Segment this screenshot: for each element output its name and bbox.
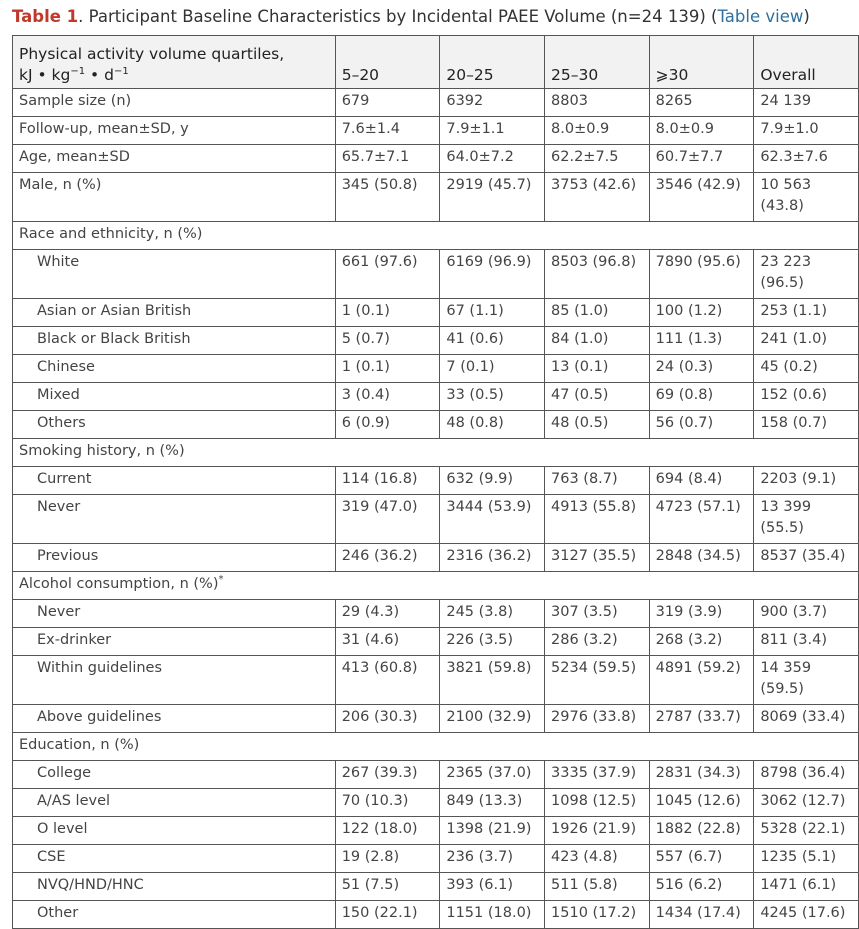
cell-quartile-4: 2787 (33.7) [649, 705, 754, 733]
cell-quartile-4: 111 (1.3) [649, 327, 754, 355]
table-row [13, 495, 859, 544]
cell-quartile-3: 2976 (33.8) [545, 705, 650, 733]
cell-quartile-4: 2831 (34.3) [649, 761, 754, 789]
header-col-4: ⩾30 [649, 36, 754, 89]
row-label: Within guidelines [13, 656, 336, 705]
cell-quartile-2: 1151 (18.0) [440, 901, 545, 929]
table-row [13, 656, 859, 705]
caption-close: ) [803, 7, 810, 26]
cell-quartile-4: 24 (0.3) [649, 355, 754, 383]
cell-quartile-2: 245 (3.8) [440, 600, 545, 628]
cell-quartile-4: 60.7±7.7 [649, 145, 754, 173]
table-row [13, 901, 859, 929]
row-label: CSE [13, 845, 336, 873]
table-row [13, 817, 859, 845]
table-row [13, 145, 859, 173]
cell-quartile-3: 85 (1.0) [545, 299, 650, 327]
row-label: White [13, 250, 336, 299]
row-label: Age, mean±SD [13, 145, 336, 173]
cell-overall: 23 223 (96.5) [754, 250, 859, 299]
cell-quartile-4: 1434 (17.4) [649, 901, 754, 929]
cell-overall: 1235 (5.1) [754, 845, 859, 873]
cell-overall: 13 399 (55.5) [754, 495, 859, 544]
row-label: Black or Black British [13, 327, 336, 355]
cell-quartile-2: 2100 (32.9) [440, 705, 545, 733]
table-row [13, 89, 859, 117]
cell-overall: 14 359 (59.5) [754, 656, 859, 705]
header-quartiles-unit: kJ • $kg^{-1}$ • $d^{-1}$ [19, 65, 129, 84]
cell-quartile-1: 319 (47.0) [335, 495, 440, 544]
row-label: Never [13, 495, 336, 544]
cell-quartile-2: 48 (0.8) [440, 411, 545, 439]
cell-quartile-2: 3444 (53.9) [440, 495, 545, 544]
cell-quartile-3: 1926 (21.9) [545, 817, 650, 845]
cell-quartile-2: 2316 (36.2) [440, 544, 545, 572]
cell-quartile-4: 56 (0.7) [649, 411, 754, 439]
header-quartiles-line1: Physical activity volume quartiles, [19, 45, 285, 63]
table-row [13, 355, 859, 383]
cell-quartile-4: 319 (3.9) [649, 600, 754, 628]
cell-quartile-1: 65.7±7.1 [335, 145, 440, 173]
cell-quartile-2: 33 (0.5) [440, 383, 545, 411]
cell-quartile-4: 8265 [649, 89, 754, 117]
cell-quartile-2: 226 (3.5) [440, 628, 545, 656]
cell-quartile-3: 307 (3.5) [545, 600, 650, 628]
row-label: NVQ/HND/HNC [13, 873, 336, 901]
table-row [13, 467, 859, 495]
header-col-1: 5–20 [335, 36, 440, 89]
cell-quartile-2: 7.9±1.1 [440, 117, 545, 145]
cell-overall: 7.9±1.0 [754, 117, 859, 145]
cell-overall: 3062 (12.7) [754, 789, 859, 817]
cell-overall: 900 (3.7) [754, 600, 859, 628]
cell-quartile-4: 268 (3.2) [649, 628, 754, 656]
cell-quartile-2: 64.0±7.2 [440, 145, 545, 173]
cell-quartile-1: 51 (7.5) [335, 873, 440, 901]
cell-quartile-1: 661 (97.6) [335, 250, 440, 299]
section-label: Race and ethnicity, n (%) [13, 222, 859, 250]
header-col-3: 25–30 [545, 36, 650, 89]
table-title: . Participant Baseline Characteristics by Incidental PAEE Volume (n=24 139) ( [78, 7, 718, 26]
cell-quartile-4: 4723 (57.1) [649, 495, 754, 544]
cell-quartile-4: 516 (6.2) [649, 873, 754, 901]
cell-quartile-2: 849 (13.3) [440, 789, 545, 817]
cell-quartile-2: 1398 (21.9) [440, 817, 545, 845]
row-label: Sample size (n) [13, 89, 336, 117]
cell-overall: 241 (1.0) [754, 327, 859, 355]
cell-quartile-2: 67 (1.1) [440, 299, 545, 327]
cell-overall: 8798 (36.4) [754, 761, 859, 789]
cell-quartile-2: 7 (0.1) [440, 355, 545, 383]
cell-quartile-1: 345 (50.8) [335, 173, 440, 222]
cell-overall: 45 (0.2) [754, 355, 859, 383]
cell-quartile-2: 2365 (37.0) [440, 761, 545, 789]
cell-quartile-2: 236 (3.7) [440, 845, 545, 873]
cell-quartile-3: 3335 (37.9) [545, 761, 650, 789]
cell-quartile-2: 6392 [440, 89, 545, 117]
cell-overall: 24 139 [754, 89, 859, 117]
cell-quartile-1: 679 [335, 89, 440, 117]
cell-quartile-2: 6169 (96.9) [440, 250, 545, 299]
cell-quartile-2: 632 (9.9) [440, 467, 545, 495]
cell-quartile-1: 31 (4.6) [335, 628, 440, 656]
cell-quartile-3: 3753 (42.6) [545, 173, 650, 222]
cell-quartile-4: 3546 (42.9) [649, 173, 754, 222]
cell-quartile-1: 6 (0.9) [335, 411, 440, 439]
cell-overall: 62.3±7.6 [754, 145, 859, 173]
cell-overall: 811 (3.4) [754, 628, 859, 656]
section-row [13, 733, 859, 761]
table-row [13, 173, 859, 222]
cell-quartile-3: 8803 [545, 89, 650, 117]
cell-quartile-1: 206 (30.3) [335, 705, 440, 733]
row-label: Never [13, 600, 336, 628]
cell-quartile-3: 8503 (96.8) [545, 250, 650, 299]
cell-quartile-1: 246 (36.2) [335, 544, 440, 572]
cell-quartile-1: 5 (0.7) [335, 327, 440, 355]
cell-quartile-1: 29 (4.3) [335, 600, 440, 628]
cell-quartile-3: 8.0±0.9 [545, 117, 650, 145]
table-row [13, 845, 859, 873]
row-label: Above guidelines [13, 705, 336, 733]
cell-overall: 158 (0.7) [754, 411, 859, 439]
row-label: Current [13, 467, 336, 495]
cell-quartile-1: 122 (18.0) [335, 817, 440, 845]
cell-quartile-1: 19 (2.8) [335, 845, 440, 873]
cell-quartile-1: 114 (16.8) [335, 467, 440, 495]
cell-quartile-1: 1 (0.1) [335, 299, 440, 327]
cell-quartile-2: 3821 (59.8) [440, 656, 545, 705]
cell-quartile-3: 1098 (12.5) [545, 789, 650, 817]
cell-overall: 5328 (22.1) [754, 817, 859, 845]
header-col-2: 20–25 [440, 36, 545, 89]
cell-overall: 4245 (17.6) [754, 901, 859, 929]
row-label: Others [13, 411, 336, 439]
table-row [13, 327, 859, 355]
row-label: College [13, 761, 336, 789]
cell-overall: 10 563 (43.8) [754, 173, 859, 222]
cell-quartile-3: 5234 (59.5) [545, 656, 650, 705]
cell-quartile-2: 2919 (45.7) [440, 173, 545, 222]
cell-quartile-1: 1 (0.1) [335, 355, 440, 383]
cell-quartile-3: 286 (3.2) [545, 628, 650, 656]
table-body [13, 89, 859, 929]
cell-quartile-4: 1882 (22.8) [649, 817, 754, 845]
cell-quartile-3: 62.2±7.5 [545, 145, 650, 173]
cell-quartile-2: 393 (6.1) [440, 873, 545, 901]
table-row [13, 117, 859, 145]
section-row [13, 439, 859, 467]
cell-overall: 2203 (9.1) [754, 467, 859, 495]
cell-overall: 8069 (33.4) [754, 705, 859, 733]
table-row [13, 250, 859, 299]
cell-quartile-1: 267 (39.3) [335, 761, 440, 789]
table-view-link[interactable]: Table view [717, 7, 804, 26]
cell-quartile-4: 1045 (12.6) [649, 789, 754, 817]
cell-quartile-1: 7.6±1.4 [335, 117, 440, 145]
table-row [13, 383, 859, 411]
cell-quartile-4: 8.0±0.9 [649, 117, 754, 145]
table-label: Table 1 [12, 7, 79, 26]
cell-quartile-3: 423 (4.8) [545, 845, 650, 873]
section-label: Alcohol consumption, n (%)* [13, 572, 859, 600]
section-label: Smoking history, n (%) [13, 439, 859, 467]
row-label: Chinese [13, 355, 336, 383]
row-label: Asian or Asian British [13, 299, 336, 327]
cell-quartile-4: 694 (8.4) [649, 467, 754, 495]
cell-quartile-1: 150 (22.1) [335, 901, 440, 929]
row-label: Male, n (%) [13, 173, 336, 222]
row-label: Ex-drinker [13, 628, 336, 656]
cell-quartile-3: 3127 (35.5) [545, 544, 650, 572]
row-label: O level [13, 817, 336, 845]
cell-quartile-2: 41 (0.6) [440, 327, 545, 355]
cell-overall: 8537 (35.4) [754, 544, 859, 572]
cell-quartile-3: 511 (5.8) [545, 873, 650, 901]
cell-quartile-4: 4891 (59.2) [649, 656, 754, 705]
cell-quartile-3: 48 (0.5) [545, 411, 650, 439]
cell-overall: 253 (1.1) [754, 299, 859, 327]
row-label: Mixed [13, 383, 336, 411]
cell-quartile-4: 7890 (95.6) [649, 250, 754, 299]
cell-quartile-1: 70 (10.3) [335, 789, 440, 817]
cell-quartile-3: 4913 (55.8) [545, 495, 650, 544]
cell-quartile-4: 100 (1.2) [649, 299, 754, 327]
header-quartiles [13, 36, 336, 89]
cell-overall: 152 (0.6) [754, 383, 859, 411]
cell-overall: 1471 (6.1) [754, 873, 859, 901]
cell-quartile-1: 413 (60.8) [335, 656, 440, 705]
table-row [13, 299, 859, 327]
table-row [13, 628, 859, 656]
table-row [13, 873, 859, 901]
baseline-table [12, 35, 859, 929]
cell-quartile-3: 1510 (17.2) [545, 901, 650, 929]
cell-quartile-1: 3 (0.4) [335, 383, 440, 411]
table-header-row [13, 36, 859, 89]
cell-quartile-3: 84 (1.0) [545, 327, 650, 355]
cell-quartile-4: 2848 (34.5) [649, 544, 754, 572]
table-row [13, 411, 859, 439]
cell-quartile-4: 557 (6.7) [649, 845, 754, 873]
table-row [13, 600, 859, 628]
cell-quartile-4: 69 (0.8) [649, 383, 754, 411]
row-label: Follow-up, mean±SD, y [13, 117, 336, 145]
row-label: A/AS level [13, 789, 336, 817]
table-caption [12, 5, 810, 29]
table-row [13, 544, 859, 572]
row-label: Other [13, 901, 336, 929]
table-row [13, 761, 859, 789]
row-label: Previous [13, 544, 336, 572]
section-row [13, 222, 859, 250]
table-row [13, 789, 859, 817]
cell-quartile-3: 763 (8.7) [545, 467, 650, 495]
section-label: Education, n (%) [13, 733, 859, 761]
cell-quartile-3: 47 (0.5) [545, 383, 650, 411]
section-row [13, 572, 859, 600]
header-col-overall: Overall [754, 36, 859, 89]
cell-quartile-3: 13 (0.1) [545, 355, 650, 383]
table-row [13, 705, 859, 733]
